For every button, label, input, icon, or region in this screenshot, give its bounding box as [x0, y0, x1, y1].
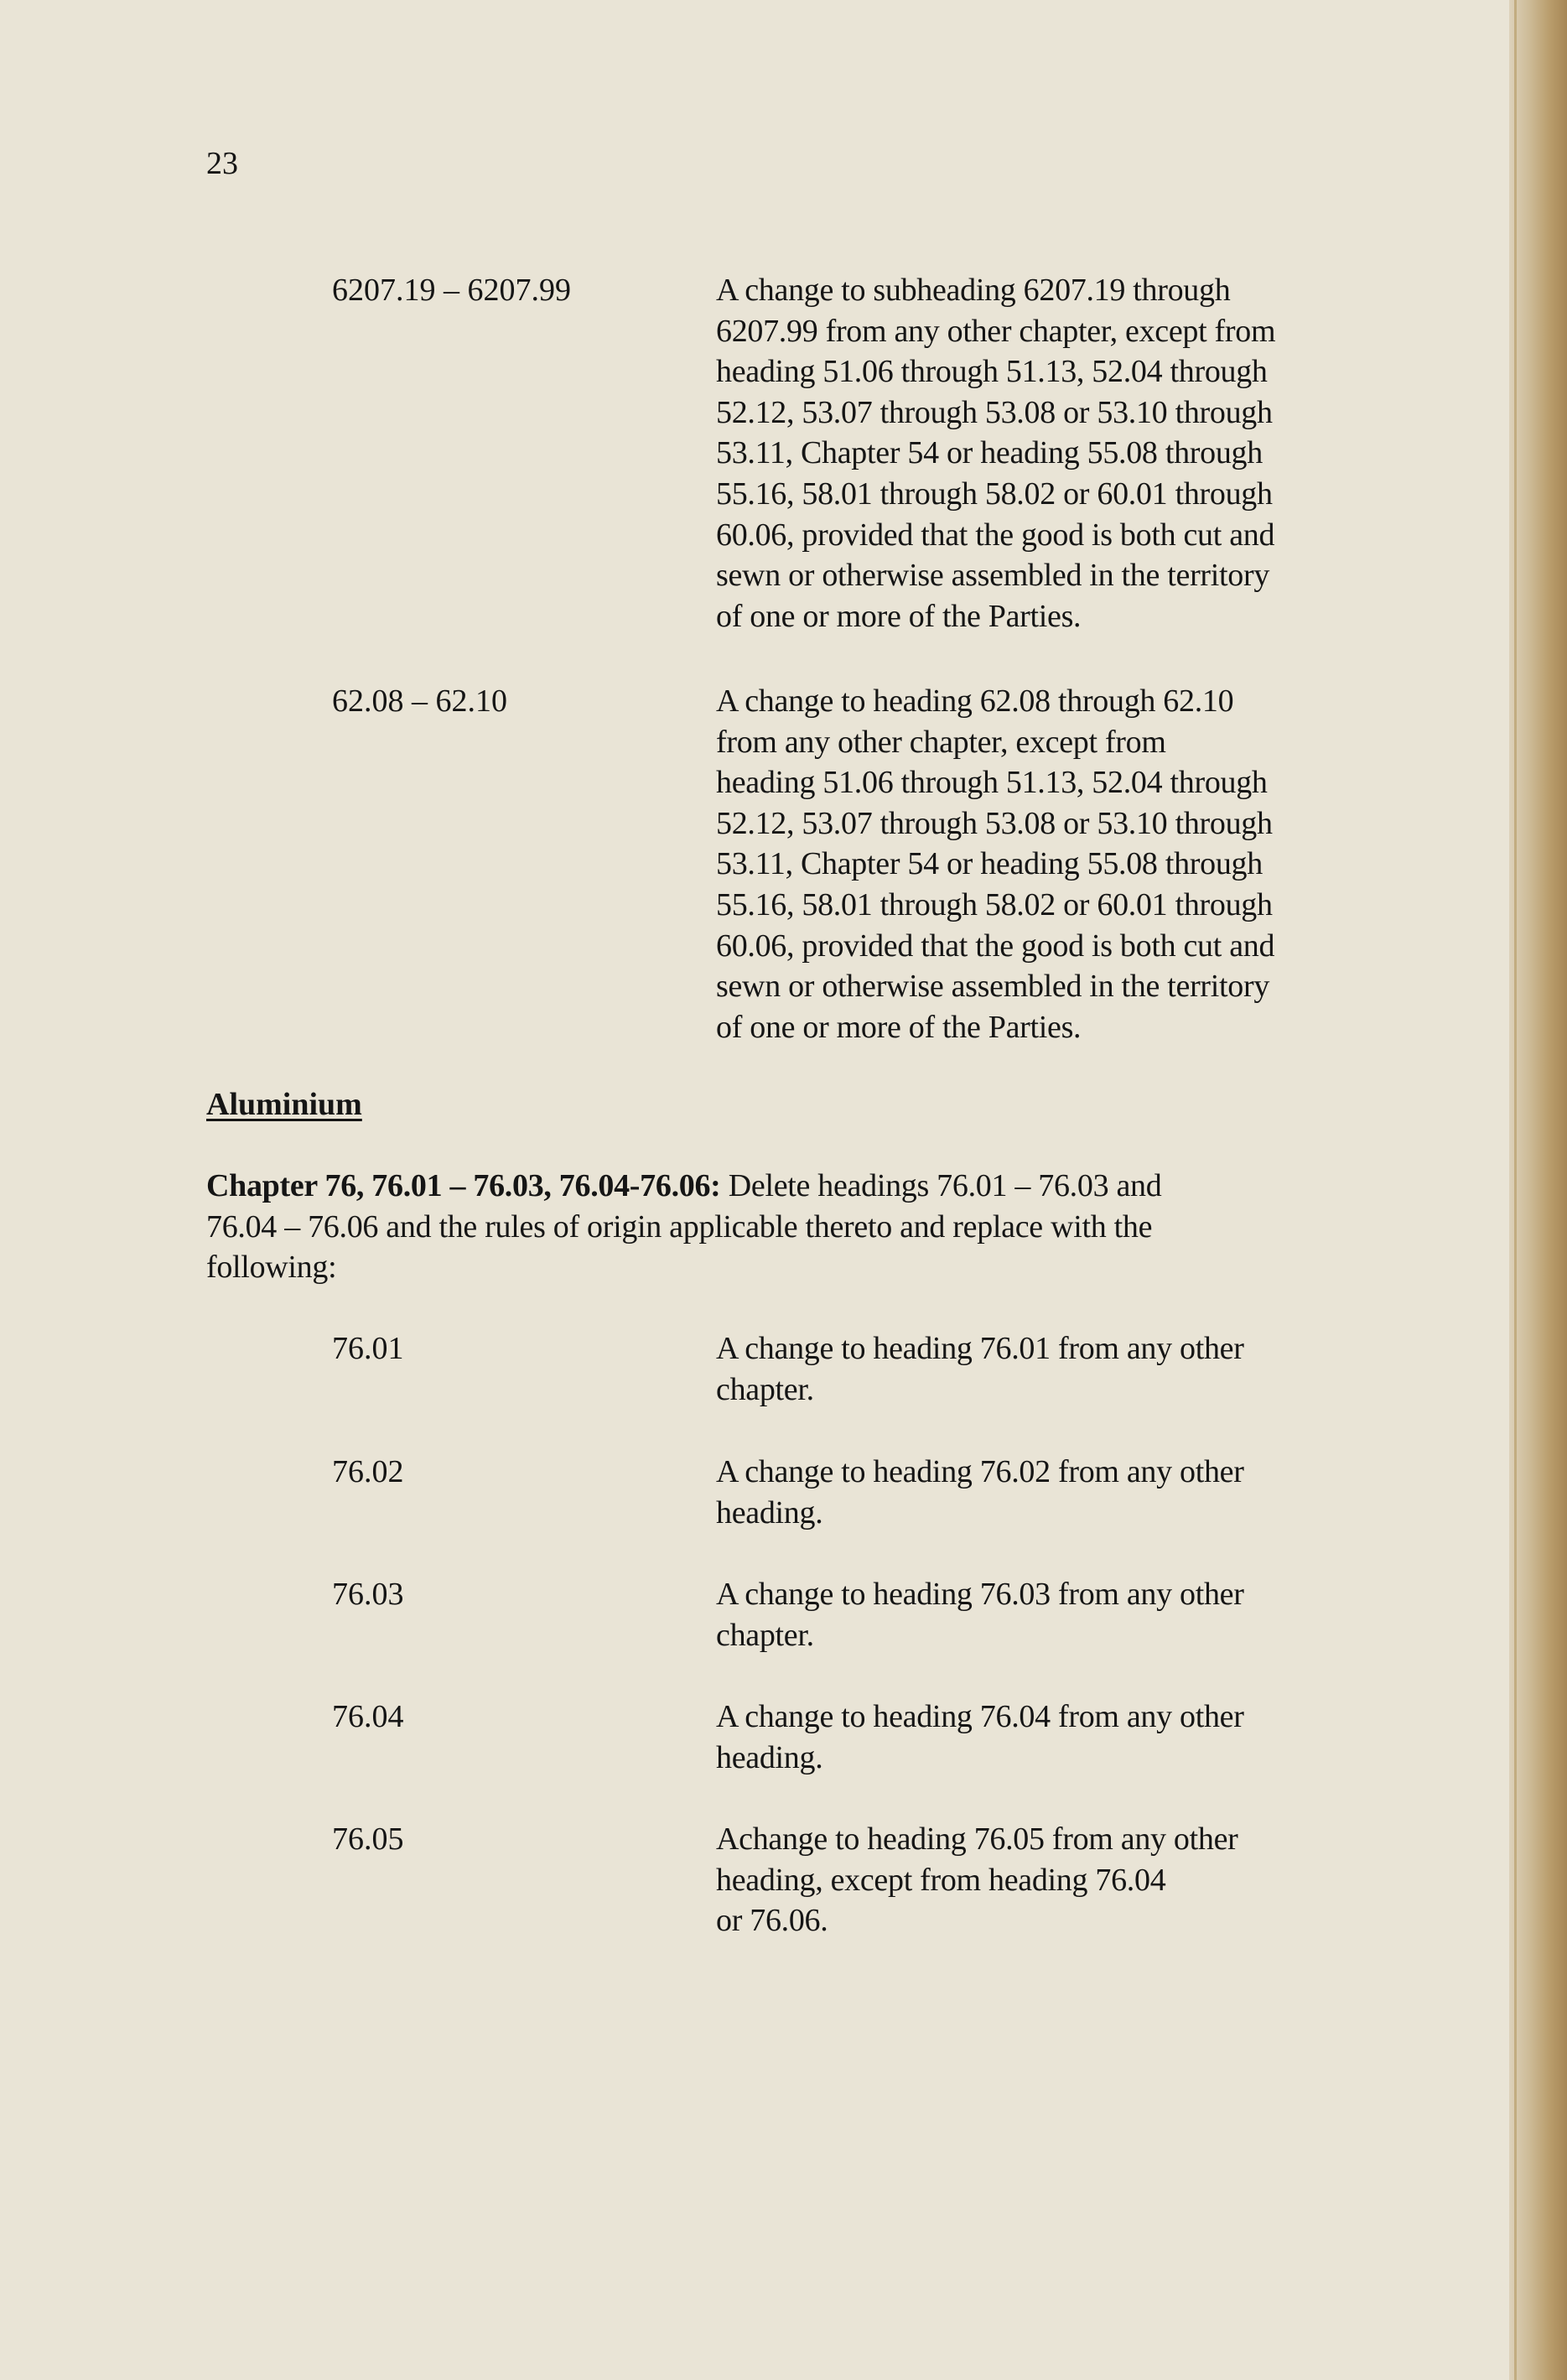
- rule-line: A change to heading 62.08 through 62.10: [716, 683, 1234, 719]
- rule-line: A change to heading 76.04 from any other: [716, 1699, 1244, 1734]
- rule-line: heading, except from heading 76.04: [716, 1862, 1166, 1898]
- rule-line: of one or more of the Parties.: [716, 598, 1082, 634]
- rule-line: sewn or otherwise assembled in the territory: [716, 969, 1270, 1005]
- rule-line: chapter.: [716, 1371, 814, 1407]
- rule-line: 6207.99 from any other chapter, except from: [716, 313, 1276, 349]
- rule-line: chapter.: [716, 1617, 814, 1653]
- book-spine-edge: [1509, 0, 1567, 2380]
- chapter-note-line: 76.04 – 76.06 and the rules of origin applicable thereto and replace with the: [206, 1208, 1153, 1245]
- rule-line: of one or more of the Parties.: [716, 1009, 1082, 1045]
- chapter-note: [206, 1166, 1363, 1288]
- section-heading: Aluminium: [206, 1087, 362, 1122]
- rule-line: A change to heading 76.03 from any other: [716, 1577, 1244, 1612]
- rule-text: [716, 1697, 1353, 1778]
- rule-line: heading 51.06 through 51.13, 52.04 through: [716, 354, 1268, 390]
- tariff-code: 76.01: [332, 1331, 404, 1366]
- rule-line: 60.06, provided that the good is both cut and: [716, 928, 1275, 964]
- tariff-code: 6207.19 – 6207.99: [332, 273, 571, 308]
- rule-line: heading 51.06 through 51.13, 52.04 through: [716, 765, 1268, 801]
- tariff-code: 76.03: [332, 1577, 404, 1612]
- tariff-code: 76.02: [332, 1454, 404, 1489]
- rule-text: [716, 1819, 1353, 1941]
- rule-line: heading.: [716, 1739, 823, 1775]
- tariff-code: 76.05: [332, 1821, 404, 1857]
- page-number: 23: [206, 146, 238, 181]
- rule-line: 55.16, 58.01 through 58.02 or 60.01 through: [716, 886, 1273, 922]
- rule-line: from any other chapter, except from: [716, 724, 1166, 760]
- rule-line: A change to heading 76.01 from any other: [716, 1331, 1244, 1366]
- rule-line: A change to heading 76.02 from any other: [716, 1454, 1244, 1489]
- rule-line: 52.12, 53.07 through 53.08 or 53.10 through: [716, 805, 1273, 841]
- chapter-note-text: Delete headings 76.01 – 76.03 and: [720, 1168, 1162, 1203]
- tariff-code: 76.04: [332, 1699, 404, 1734]
- chapter-note-line: following:: [206, 1250, 337, 1286]
- tariff-code: 62.08 – 62.10: [332, 683, 507, 719]
- rule-line: 55.16, 58.01 through 58.02 or 60.01 through: [716, 475, 1273, 512]
- rule-line: A change to subheading 6207.19 through: [716, 273, 1231, 308]
- rule-line: or 76.06.: [716, 1903, 828, 1939]
- rule-line: heading.: [716, 1494, 823, 1530]
- rule-text: [716, 1574, 1353, 1655]
- rule-text: [716, 270, 1353, 637]
- chapter-note-lead: Chapter 76, 76.01 – 76.03, 76.04-76.06:: [206, 1168, 721, 1203]
- rule-line: 60.06, provided that the good is both cut and: [716, 517, 1275, 553]
- rule-text: [716, 1452, 1353, 1533]
- page-edge-line: [1514, 0, 1517, 2380]
- chapter-note-line: [206, 1166, 1363, 1207]
- rule-line: 53.11, Chapter 54 or heading 55.08 through: [716, 846, 1263, 882]
- rule-text: [716, 681, 1353, 1047]
- rule-line: sewn or otherwise assembled in the territory: [716, 558, 1270, 594]
- rule-line: Achange to heading 76.05 from any other: [716, 1821, 1238, 1857]
- rule-line: 53.11, Chapter 54 or heading 55.08 through: [716, 435, 1263, 471]
- rule-line: 52.12, 53.07 through 53.08 or 53.10 through: [716, 394, 1273, 430]
- rule-text: [716, 1328, 1353, 1410]
